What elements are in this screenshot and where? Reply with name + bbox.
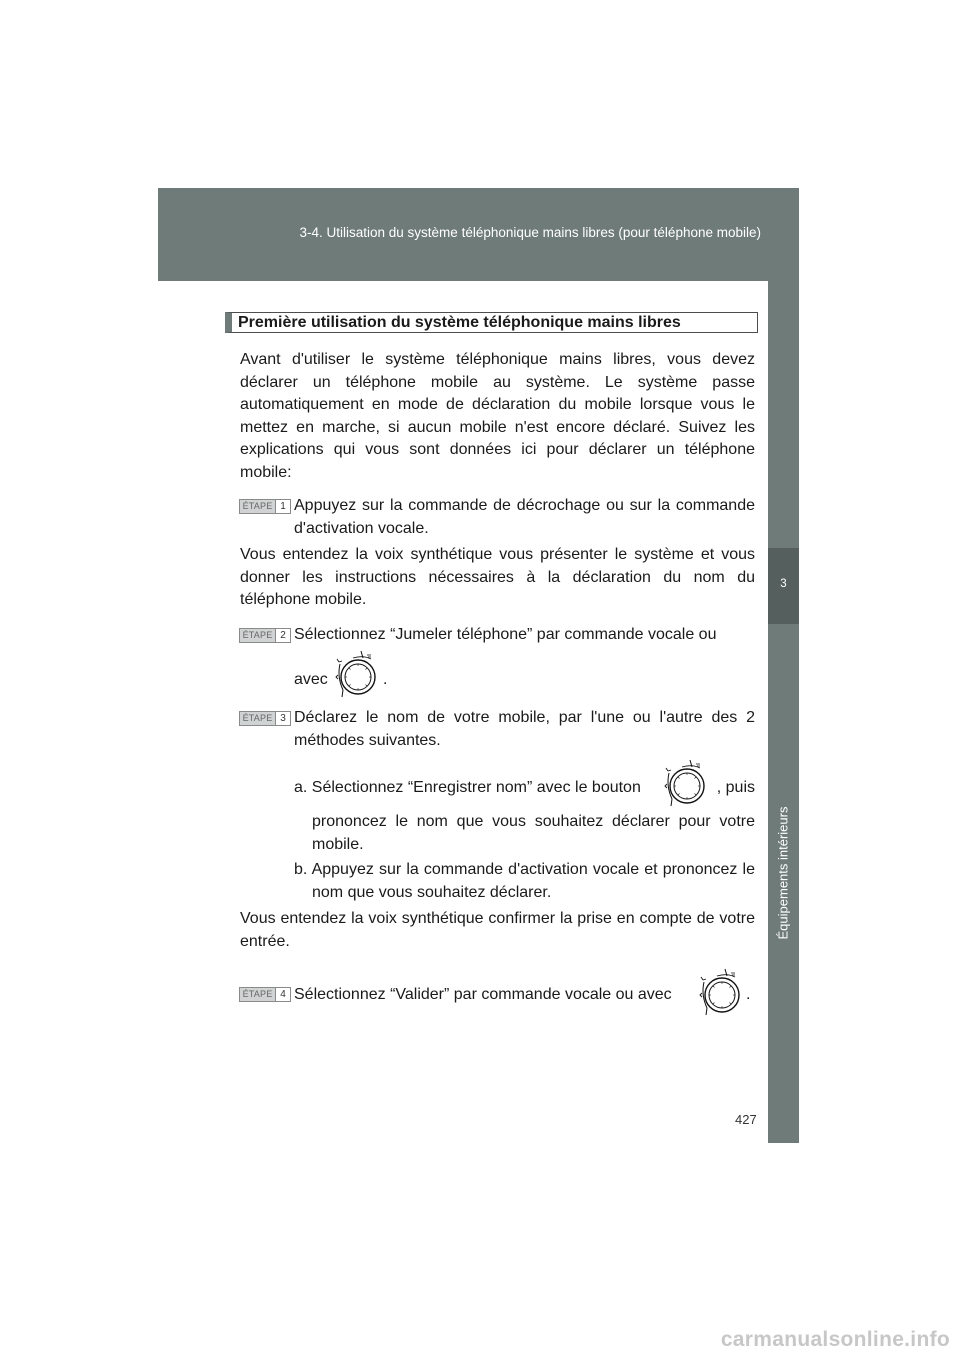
step-1-text: Appuyez sur la commande de décrochage ou sur la commande d'activation vocale. xyxy=(294,497,755,537)
tune-select-knob-icon xyxy=(697,968,743,1020)
step-2-line-1: Sélectionnez “Jumeler téléphone” par commande vocale ou xyxy=(294,626,717,643)
section-title: Première utilisation du système téléphonique mains libres xyxy=(225,312,758,333)
chapter-number-box xyxy=(768,548,799,624)
step-badge-2 xyxy=(239,628,291,643)
header-band xyxy=(158,188,799,281)
sub-item-b: b. Appuyez sur la commande d'activation vocale et prononcez le nom que vous souhaitez déclarer. xyxy=(294,861,755,901)
step-number: 2 xyxy=(276,629,290,642)
header-title: 3-4. Utilisation du système téléphonique mains libres (pour téléphone mobile) xyxy=(299,225,761,240)
step-3-text: Déclarez le nom de votre mobile, par l'une ou l'autre des 2 méthodes suivantes. xyxy=(294,709,755,749)
sub-item-a-rest: prononcez le nom que vous souhaitez déclarer pour votre mobile. xyxy=(312,813,755,853)
watermark: carmanualsonline.info xyxy=(720,1328,950,1351)
step-badge-1 xyxy=(239,499,291,514)
chapter-number: 3 xyxy=(780,578,787,590)
step-number: 3 xyxy=(276,712,290,725)
intro-paragraph: Avant d'utiliser le système téléphonique mains libres, vous devez déclarer un téléphone mobile au système. Le système passe automatiquement en mode de déclaration du mobile lorsque vous le mettez en marche, si aucun mobile n'est encore déclaré. Suivez les explications qui vous sont données ici pour déclarer un téléphone mobile: xyxy=(240,351,755,481)
step-label: ÉTAPE xyxy=(240,629,276,642)
step-number: 1 xyxy=(276,500,290,513)
sub-item-a-line-1-after: , puis xyxy=(716,779,755,796)
after-step-3-paragraph: Vous entendez la voix synthétique confirmer la prise en compte de votre entrée. xyxy=(240,910,755,950)
step-2-line-2-before: avec xyxy=(294,671,328,688)
after-step-1-paragraph: Vous entendez la voix synthétique vous présenter le système et vous donner les instructions nécessaires à la déclaration du nom du téléphone mobile. xyxy=(240,546,755,608)
page-number: 427 xyxy=(735,1112,757,1127)
chapter-side-tab xyxy=(768,281,799,1143)
tune-select-knob-icon xyxy=(333,650,379,702)
step-4-text-after: . xyxy=(746,986,751,1003)
step-label: ÉTAPE xyxy=(240,500,276,513)
sub-item-a-line-1: a. Sélectionnez “Enregistrer nom” avec le bouton xyxy=(294,779,641,796)
chapter-label: Équipements intérieurs xyxy=(775,806,791,940)
step-4-text: Sélectionnez “Valider” par commande vocale ou avec xyxy=(294,986,672,1003)
step-label: ÉTAPE xyxy=(240,988,276,1001)
step-2-line-2-after: . xyxy=(383,671,388,688)
step-badge-4 xyxy=(239,987,291,1002)
step-badge-3 xyxy=(239,711,291,726)
step-number: 4 xyxy=(276,988,290,1001)
step-label: ÉTAPE xyxy=(240,712,276,725)
tune-select-knob-icon xyxy=(662,759,708,811)
